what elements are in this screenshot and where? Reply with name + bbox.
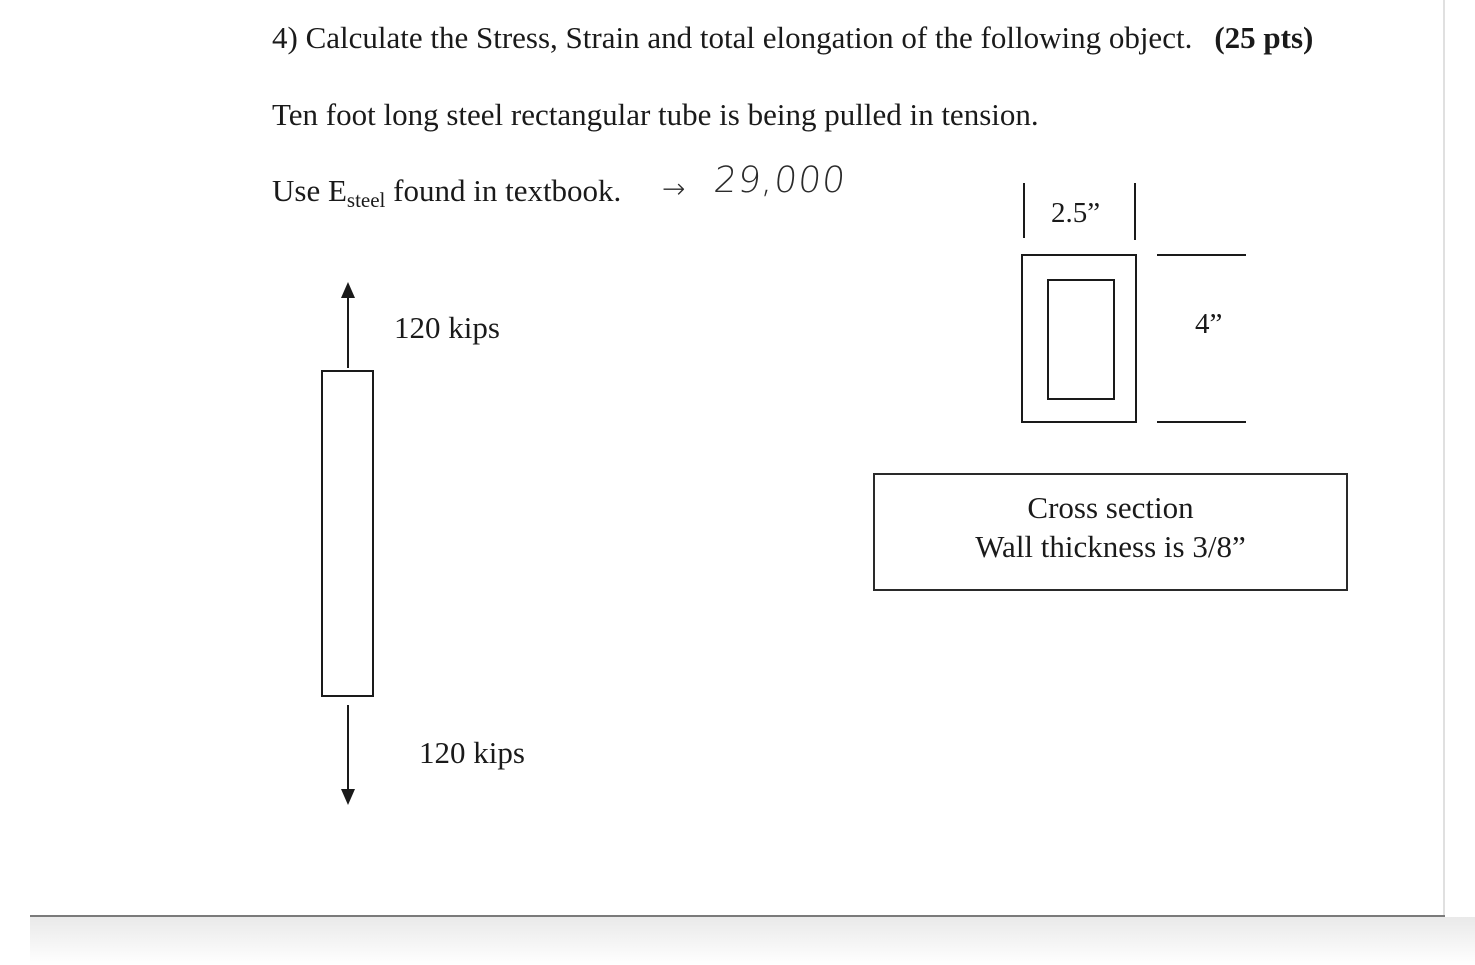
bottom-load-arrowhead-icon [341,789,355,805]
width-dimension-label: 2.5” [1051,197,1101,229]
tension-member [322,371,373,696]
height-dimension-label: 4” [1195,308,1223,340]
modulus-suffix: found in textbook. [385,173,622,208]
top-load-arrowhead-icon [341,282,355,298]
note-title: Cross section [1027,490,1194,525]
top-load-label: 120 kips [394,310,500,345]
question-title-text: 4) Calculate the Stress, Strain and total elongation of the following object. [272,20,1193,55]
bottom-load-label: 120 kips [419,735,525,770]
cross-section [1022,255,1136,422]
modulus-prefix: Use E [272,173,347,208]
tube-elevation [322,371,373,696]
modulus-subscript: steel [346,188,386,212]
cross-section-note-box [873,473,1348,591]
handwritten-arrow-icon: → [662,172,687,205]
question-points: (25 pts) [1214,20,1314,55]
cross-section-inner-wall [1048,280,1114,399]
bottom-load-arrow [341,705,355,805]
handwritten-modulus-value: 29,000 [711,160,849,201]
note-wall-thickness: Wall thickness is 3/8” [975,529,1246,564]
top-load-arrow [341,282,355,368]
problem-statement: Ten foot long steel rectangular tube is being pulled in tension. [272,97,1039,132]
